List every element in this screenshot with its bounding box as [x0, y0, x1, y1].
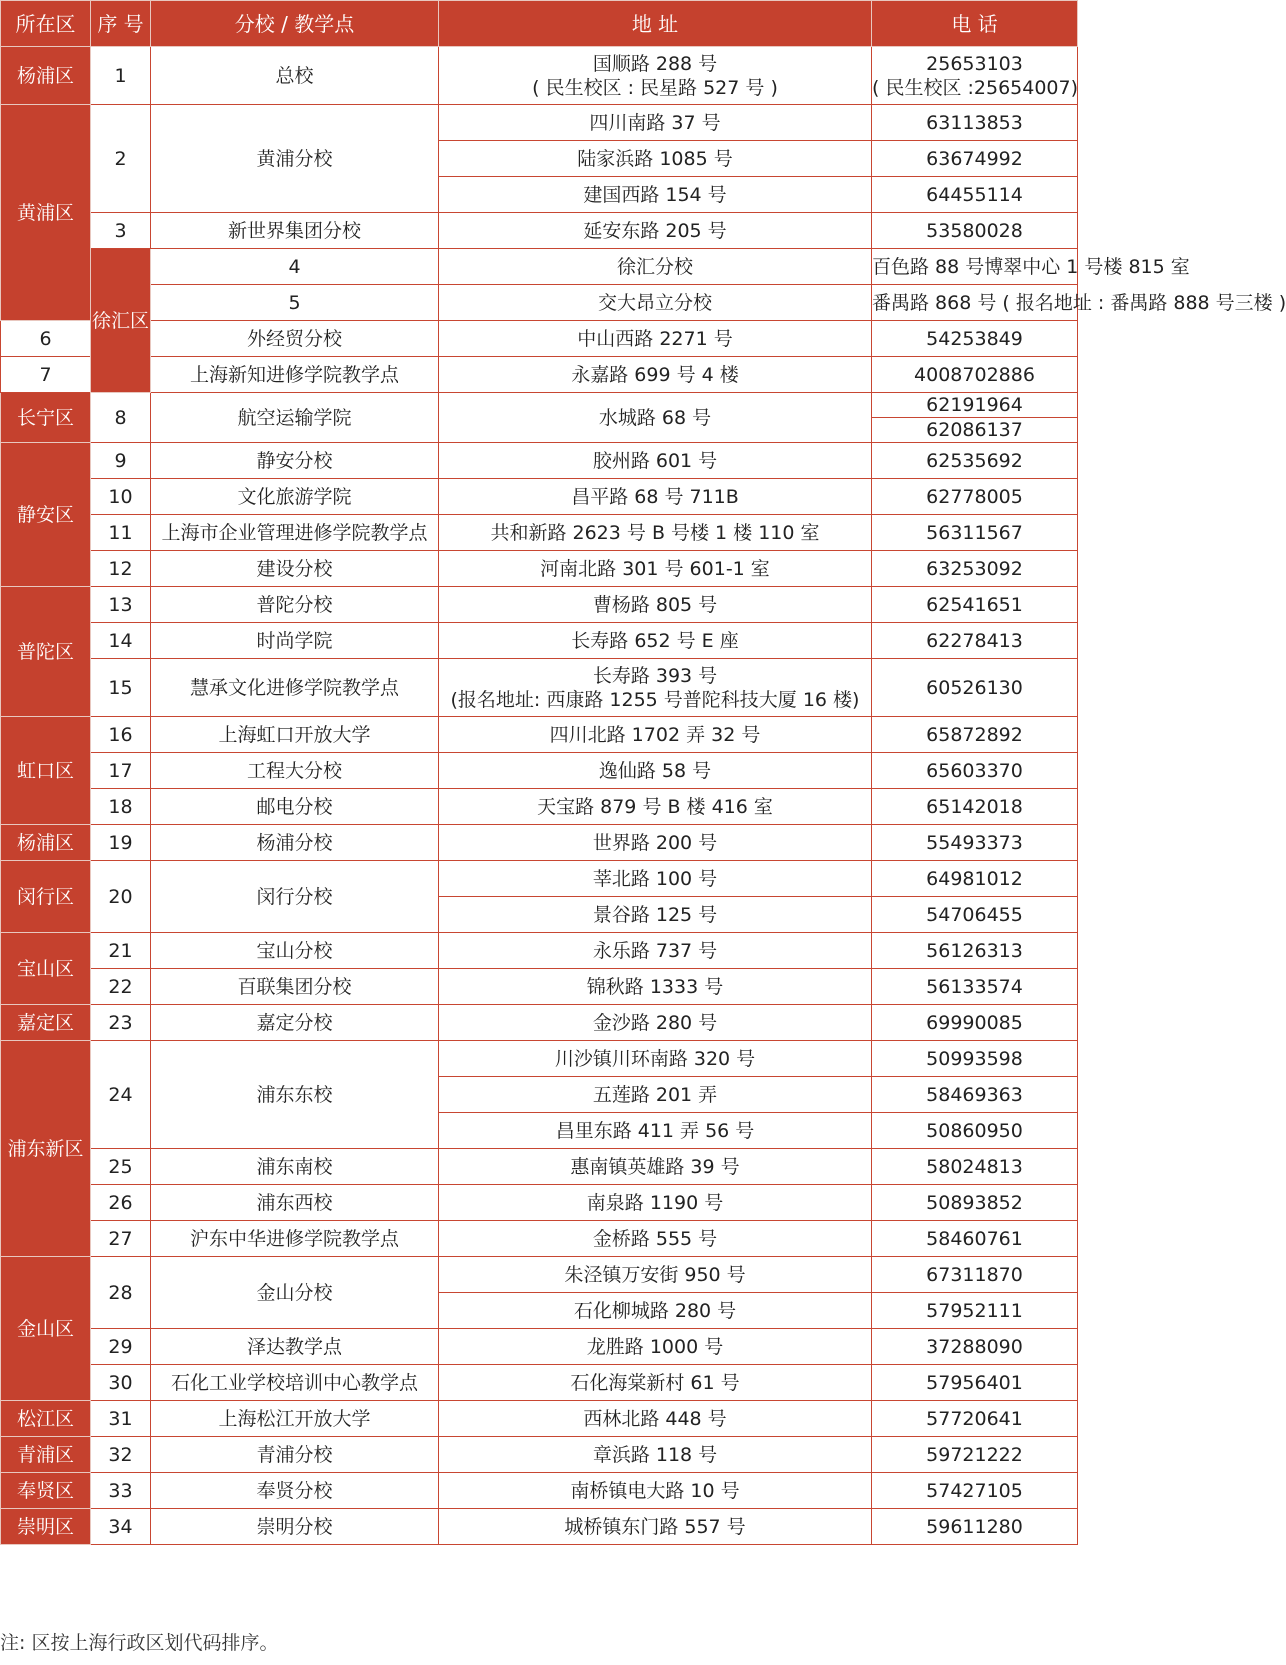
phone-cell: 50860950 — [872, 1113, 1078, 1149]
address-cell: 石化柳城路 280 号 — [439, 1293, 872, 1329]
address-cell: 百色路 88 号博翠中心 1 号楼 815 室 — [872, 249, 1078, 285]
number-cell: 6 — [1, 321, 91, 357]
number-cell: 5 — [151, 285, 439, 321]
school-cell: 金山分校 — [151, 1257, 439, 1329]
table-row — [1, 753, 1078, 789]
number-cell: 34 — [91, 1509, 151, 1545]
header-phone: 电 话 — [872, 1, 1078, 47]
table-row — [1, 213, 1078, 249]
phone-cell: 57720641 — [872, 1401, 1078, 1437]
district-cell: 青浦区 — [1, 1437, 91, 1473]
footnote: 注: 区按上海行政区划代码排序。 — [0, 1632, 279, 1654]
number-cell: 27 — [91, 1221, 151, 1257]
number-cell: 17 — [91, 753, 151, 789]
school-cell: 浦东南校 — [151, 1149, 439, 1185]
phone-cell: 55493373 — [872, 825, 1078, 861]
table-row — [1, 1365, 1078, 1401]
header-district: 所在区 — [1, 1, 91, 47]
number-cell: 32 — [91, 1437, 151, 1473]
address-cell: 胶州路 601 号 — [439, 443, 872, 479]
address-cell: 天宝路 879 号 B 楼 416 室 — [439, 789, 872, 825]
school-cell: 时尚学院 — [151, 623, 439, 659]
number-cell: 3 — [91, 213, 151, 249]
table-row — [1, 443, 1078, 479]
table-row — [1, 969, 1078, 1005]
table-row — [1, 321, 1078, 357]
phone-cell: 57952111 — [872, 1293, 1078, 1329]
cell-line: ( 民生校区 : 民星路 527 号 ) — [532, 76, 778, 99]
phone-cell — [872, 47, 1078, 105]
address-cell: 中山西路 2271 号 — [439, 321, 872, 357]
phone-cell: 63113853 — [872, 105, 1078, 141]
school-cell: 静安分校 — [151, 443, 439, 479]
school-cell: 青浦分校 — [151, 1437, 439, 1473]
number-cell: 13 — [91, 587, 151, 623]
cell-line: 长寿路 393 号 — [592, 664, 718, 687]
phone-cell: 58469363 — [872, 1077, 1078, 1113]
address-cell: 锦秋路 1333 号 — [439, 969, 872, 1005]
phone-line: 62191964 — [926, 394, 1023, 416]
address-cell: 惠南镇英雄路 39 号 — [439, 1149, 872, 1185]
table-body — [1, 1, 1286, 1545]
phone-cell: 50993598 — [872, 1041, 1078, 1077]
phone-line: 62086137 — [872, 417, 1077, 442]
table-row — [1, 105, 1078, 141]
school-cell: 工程大分校 — [151, 753, 439, 789]
phone-cell: 4008702886 — [872, 357, 1078, 393]
address-cell: 莘北路 100 号 — [439, 861, 872, 897]
phone-cell: 54253849 — [872, 321, 1078, 357]
address-cell — [439, 659, 872, 717]
table-row — [1, 393, 1078, 443]
header-number: 序 号 — [91, 1, 151, 47]
phone-cell: 60526130 — [872, 659, 1078, 717]
cell-line: (报名地址: 西康路 1255 号普陀科技大厦 16 楼) — [450, 688, 860, 711]
table-row — [1, 659, 1078, 717]
address-cell: 曹杨路 805 号 — [439, 587, 872, 623]
address-cell: 世界路 200 号 — [439, 825, 872, 861]
cell-line: 25653103 — [926, 52, 1023, 75]
number-cell: 22 — [91, 969, 151, 1005]
address-cell: 昌里东路 411 弄 56 号 — [439, 1113, 872, 1149]
number-cell: 7 — [1, 357, 91, 393]
phone-cell: 58460761 — [872, 1221, 1078, 1257]
address-cell: 龙胜路 1000 号 — [439, 1329, 872, 1365]
school-cell: 浦东西校 — [151, 1185, 439, 1221]
school-cell: 上海新知进修学院教学点 — [151, 357, 439, 393]
district-cell: 崇明区 — [1, 1509, 91, 1545]
table-row — [1, 1401, 1078, 1437]
phone-cell — [872, 393, 1078, 443]
address-cell: 景谷路 125 号 — [439, 897, 872, 933]
phone-cell: 63253092 — [872, 551, 1078, 587]
phone-cell: 65872892 — [872, 717, 1078, 753]
number-cell: 19 — [91, 825, 151, 861]
school-cell: 嘉定分校 — [151, 1005, 439, 1041]
address-cell: 金沙路 280 号 — [439, 1005, 872, 1041]
school-cell: 崇明分校 — [151, 1509, 439, 1545]
table-row — [1, 515, 1078, 551]
address-cell: 长寿路 652 号 E 座 — [439, 623, 872, 659]
table-row — [1, 1473, 1078, 1509]
table-row — [1, 1185, 1078, 1221]
school-cell: 建设分校 — [151, 551, 439, 587]
phone-cell: 56311567 — [872, 515, 1078, 551]
address-cell: 南桥镇电大路 10 号 — [439, 1473, 872, 1509]
phone-cell: 62278413 — [872, 623, 1078, 659]
number-cell: 25 — [91, 1149, 151, 1185]
school-cell: 黄浦分校 — [151, 105, 439, 213]
district-cell: 嘉定区 — [1, 1005, 91, 1041]
address-cell: 永乐路 737 号 — [439, 933, 872, 969]
address-cell: 番禺路 868 号 ( 报名地址 : 番禺路 888 号三楼 ) — [872, 285, 1078, 321]
phone-cell: 63674992 — [872, 141, 1078, 177]
phone-cell: 54706455 — [872, 897, 1078, 933]
number-cell: 11 — [91, 515, 151, 551]
address-cell: 逸仙路 58 号 — [439, 753, 872, 789]
table-row — [1, 825, 1078, 861]
number-cell: 24 — [91, 1041, 151, 1149]
phone-cell: 62541651 — [872, 587, 1078, 623]
table-row — [1, 479, 1078, 515]
number-cell: 28 — [91, 1257, 151, 1329]
number-cell: 31 — [91, 1401, 151, 1437]
district-cell: 宝山区 — [1, 933, 91, 1005]
number-cell: 8 — [91, 393, 151, 443]
phone-cell: 59611280 — [872, 1509, 1078, 1545]
table-row — [1, 623, 1078, 659]
table-row — [1, 357, 1078, 393]
phone-cell: 62535692 — [872, 443, 1078, 479]
district-cell: 奉贤区 — [1, 1473, 91, 1509]
school-cell: 上海虹口开放大学 — [151, 717, 439, 753]
header-address: 地 址 — [439, 1, 872, 47]
school-cell: 文化旅游学院 — [151, 479, 439, 515]
phone-cell: 50893852 — [872, 1185, 1078, 1221]
district-cell: 杨浦区 — [1, 47, 91, 105]
table-row — [1, 1149, 1078, 1185]
school-cell: 百联集团分校 — [151, 969, 439, 1005]
district-cell: 长宁区 — [1, 393, 91, 443]
table-row — [1, 789, 1078, 825]
school-cell: 泽达教学点 — [151, 1329, 439, 1365]
address-cell: 四川南路 37 号 — [439, 105, 872, 141]
school-cell: 奉贤分校 — [151, 1473, 439, 1509]
school-cell: 总校 — [151, 47, 439, 105]
address-cell: 延安东路 205 号 — [439, 213, 872, 249]
school-cell: 徐汇分校 — [439, 249, 872, 285]
district-cell: 浦东新区 — [1, 1041, 91, 1257]
table-row — [1, 717, 1078, 753]
address-cell: 朱泾镇万安街 950 号 — [439, 1257, 872, 1293]
table-row — [1, 861, 1078, 897]
cell-line: ( 民生校区 :25654007) — [872, 76, 1079, 99]
number-cell: 1 — [91, 47, 151, 105]
district-cell: 杨浦区 — [1, 825, 91, 861]
table-row — [1, 1041, 1078, 1077]
phone-cell: 56126313 — [872, 933, 1078, 969]
number-cell: 9 — [91, 443, 151, 479]
school-cell: 沪东中华进修学院教学点 — [151, 1221, 439, 1257]
table-row — [1, 551, 1078, 587]
address-cell: 四川北路 1702 弄 32 号 — [439, 717, 872, 753]
table-row — [1, 587, 1078, 623]
school-cell: 上海松江开放大学 — [151, 1401, 439, 1437]
address-cell: 永嘉路 699 号 4 楼 — [439, 357, 872, 393]
phone-cell: 64981012 — [872, 861, 1078, 897]
phone-cell: 37288090 — [872, 1329, 1078, 1365]
school-cell: 石化工业学校培训中心教学点 — [151, 1365, 439, 1401]
phone-cell: 53580028 — [872, 213, 1078, 249]
phone-cell: 62778005 — [872, 479, 1078, 515]
district-cell: 徐汇区 — [91, 249, 151, 393]
number-cell: 4 — [151, 249, 439, 285]
school-cell: 慧承文化进修学院教学点 — [151, 659, 439, 717]
table-row — [1, 1329, 1078, 1365]
school-cell: 新世界集团分校 — [151, 213, 439, 249]
table-row — [1, 1509, 1078, 1545]
district-cell: 静安区 — [1, 443, 91, 587]
phone-cell: 57427105 — [872, 1473, 1078, 1509]
number-cell: 30 — [91, 1365, 151, 1401]
number-cell: 16 — [91, 717, 151, 753]
number-cell: 18 — [91, 789, 151, 825]
table-row — [1, 249, 1078, 285]
address-cell: 石化海棠新村 61 号 — [439, 1365, 872, 1401]
school-cell: 航空运输学院 — [151, 393, 439, 443]
table-row — [1, 1221, 1078, 1257]
address-cell: 五莲路 201 弄 — [439, 1077, 872, 1113]
school-cell: 外经贸分校 — [151, 321, 439, 357]
address-cell: 陆家浜路 1085 号 — [439, 141, 872, 177]
number-cell: 26 — [91, 1185, 151, 1221]
table-row — [1, 1257, 1078, 1293]
school-cell: 上海市企业管理进修学院教学点 — [151, 515, 439, 551]
header-row — [1, 1, 1078, 47]
number-cell: 33 — [91, 1473, 151, 1509]
phone-cell: 69990085 — [872, 1005, 1078, 1041]
school-cell: 闵行分校 — [151, 861, 439, 933]
phone-cell: 58024813 — [872, 1149, 1078, 1185]
address-cell: 建国西路 154 号 — [439, 177, 872, 213]
address-cell: 南泉路 1190 号 — [439, 1185, 872, 1221]
school-cell: 普陀分校 — [151, 587, 439, 623]
table-row — [1, 1437, 1078, 1473]
number-cell: 2 — [91, 105, 151, 213]
number-cell: 12 — [91, 551, 151, 587]
number-cell: 15 — [91, 659, 151, 717]
phone-cell: 56133574 — [872, 969, 1078, 1005]
number-cell: 29 — [91, 1329, 151, 1365]
address-cell: 昌平路 68 号 711B — [439, 479, 872, 515]
header-school: 分校 / 教学点 — [151, 1, 439, 47]
table-row — [1, 933, 1078, 969]
district-cell: 闵行区 — [1, 861, 91, 933]
school-cell: 浦东东校 — [151, 1041, 439, 1149]
number-cell: 21 — [91, 933, 151, 969]
number-cell: 14 — [91, 623, 151, 659]
phone-cell: 59721222 — [872, 1437, 1078, 1473]
school-cell: 交大昂立分校 — [439, 285, 872, 321]
number-cell: 23 — [91, 1005, 151, 1041]
school-cell: 邮电分校 — [151, 789, 439, 825]
address-cell: 城桥镇东门路 557 号 — [439, 1509, 872, 1545]
district-cell: 黄浦区 — [1, 105, 91, 321]
school-cell: 宝山分校 — [151, 933, 439, 969]
number-cell: 20 — [91, 861, 151, 933]
address-cell: 西林北路 448 号 — [439, 1401, 872, 1437]
address-cell: 川沙镇川环南路 320 号 — [439, 1041, 872, 1077]
phone-cell: 67311870 — [872, 1257, 1078, 1293]
address-cell: 水城路 68 号 — [439, 393, 872, 443]
district-cell: 虹口区 — [1, 717, 91, 825]
address-cell: 共和新路 2623 号 B 号楼 1 楼 110 室 — [439, 515, 872, 551]
table-row — [1, 285, 1078, 321]
address-cell: 河南北路 301 号 601-1 室 — [439, 551, 872, 587]
phone-cell: 65142018 — [872, 789, 1078, 825]
address-cell: 金桥路 555 号 — [439, 1221, 872, 1257]
address-cell: 章浜路 118 号 — [439, 1437, 872, 1473]
district-cell: 普陀区 — [1, 587, 91, 717]
phone-cell: 65603370 — [872, 753, 1078, 789]
school-cell: 杨浦分校 — [151, 825, 439, 861]
phone-cell: 57956401 — [872, 1365, 1078, 1401]
table-row — [1, 1005, 1078, 1041]
address-cell — [439, 47, 872, 105]
district-cell: 金山区 — [1, 1257, 91, 1401]
number-cell: 10 — [91, 479, 151, 515]
cell-line: 国顺路 288 号 — [592, 52, 718, 75]
table-row — [1, 47, 1078, 105]
district-cell: 松江区 — [1, 1401, 91, 1437]
phone-cell: 64455114 — [872, 177, 1078, 213]
